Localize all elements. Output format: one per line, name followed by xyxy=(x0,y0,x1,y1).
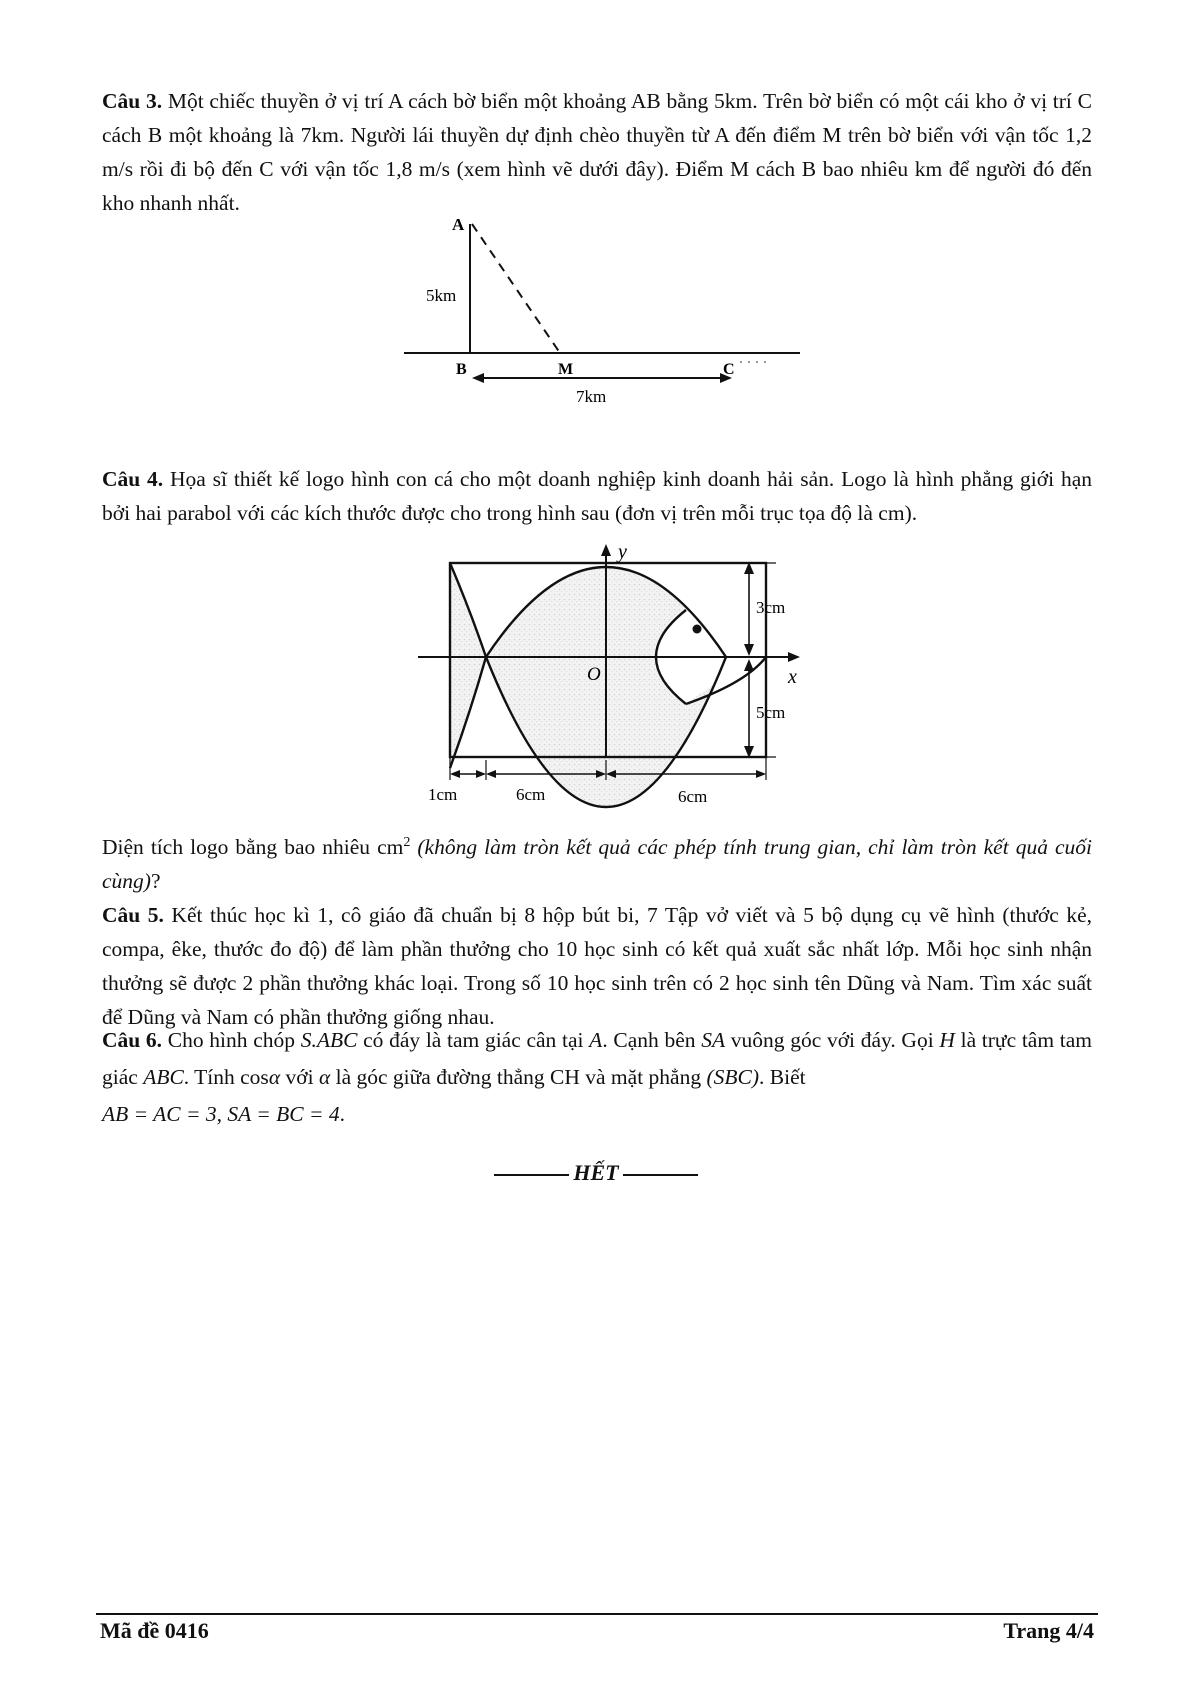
end-dash-right xyxy=(623,1174,698,1176)
question-3-text: Một chiếc thuyền ở vị trí A cách bờ biển một khoảng AB bằng 5km. Trên bờ biển có một cái kho ở vị trí C cách B một khoảng là 7km. Người lái thuyền dự định chèo thuyền từ A đến điểm M trên bờ biển với vận tốc 1,2 m/s rồi đi bộ đến C với vận tốc 1,8 m/s (xem hình vẽ dưới đây). Điểm M cách B bao nhiêu km để người đó đến kho nhanh nhất. xyxy=(102,89,1092,215)
x-axis-label: x xyxy=(788,666,797,688)
triangle-abc: ABC xyxy=(143,1065,184,1089)
question-4-note: (không làm tròn kết quả các phép tính trung gian, chỉ làm tròn kết quả cuối cùng) xyxy=(102,835,1093,893)
question-4-label: Câu 4. xyxy=(102,467,164,491)
footer-divider xyxy=(96,1613,1098,1615)
question-4-sup: 2 xyxy=(403,834,411,850)
alpha-symbol: α xyxy=(268,1065,281,1089)
question-6-label: Câu 6. xyxy=(102,1028,163,1052)
question-3 xyxy=(102,84,1092,220)
question-5-text: Kết thúc học kì 1, cô giáo đã chuẩn bị 8 hộp bút bi, 7 Tập vở viết và 5 bộ dụng cụ vẽ hình (thước kẻ, compa, êke, thước đo độ) để làm phần thưởng cho 10 học sinh có kết quả xuất sắc nhất lớp. Mỗi học sinh nhận thưởng sẽ được 2 phần thưởng khác loại. Trong số 10 học sinh trên có 2 học sinh tên Dũng và Nam. Tìm xác suất để Dũng và Nam có phần thưởng giống nhau. xyxy=(102,903,1092,1029)
question-6 xyxy=(102,1022,1092,1133)
boat-figure xyxy=(400,212,810,412)
plane-sbc: (SBC) xyxy=(706,1065,760,1089)
top-dimension-label: 3cm xyxy=(756,598,786,617)
question-6-text-6: . Tính cos xyxy=(183,1065,269,1089)
question-3-label: Câu 3. xyxy=(102,89,163,113)
pyramid-name: S.ABC xyxy=(300,1028,358,1052)
question-4-end: ? xyxy=(150,869,161,893)
ab-length-label: 5km xyxy=(426,286,457,305)
question-6-text-4: vuông góc với đáy. Gọi xyxy=(725,1028,940,1052)
question-6-text-9: . Biết xyxy=(759,1065,806,1089)
question-4-prefix: Diện tích logo bằng bao nhiêu cm xyxy=(102,835,404,859)
question-4-prompt xyxy=(102,830,1092,898)
dimension-6cm-left-label: 6cm xyxy=(516,785,546,804)
alpha-symbol-2: α xyxy=(318,1065,331,1089)
question-5 xyxy=(102,898,1092,1034)
dimension-1cm-label: 1cm xyxy=(428,785,458,804)
question-6-text-2: có đáy là tam giác cân tại xyxy=(357,1028,590,1052)
question-4 xyxy=(102,462,1092,530)
question-6-text-5: là trực tâm tam giác xyxy=(102,1028,1092,1089)
point-c-label: C xyxy=(723,361,735,378)
end-mark xyxy=(0,1160,1192,1186)
question-6-text-8: là góc giữa đường thẳng CH và mặt phẳng xyxy=(330,1065,707,1089)
question-6-text-7: với xyxy=(280,1065,319,1089)
origin-label: O xyxy=(587,664,601,685)
point-h: H xyxy=(939,1028,955,1052)
question-6-text-3: . Cạnh bên xyxy=(602,1028,702,1052)
end-dash-left xyxy=(494,1174,569,1176)
point-a-label: A xyxy=(452,215,465,234)
end-mark-text: HẾT xyxy=(573,1160,619,1185)
edge-sa: SA xyxy=(701,1028,726,1052)
point-b-label: B xyxy=(456,361,467,378)
question-6-text-1: Cho hình chóp xyxy=(162,1028,301,1052)
exam-code: Mã đề 0416 xyxy=(100,1618,209,1643)
bottom-dimension-label: 5cm xyxy=(756,703,786,722)
question-5-label: Câu 5. xyxy=(102,903,164,927)
fish-logo-figure xyxy=(428,538,848,820)
given-lengths: AB = AC = 3, SA = BC = 4 xyxy=(102,1102,340,1126)
point-m-label: M xyxy=(558,361,574,378)
question-6-text-10: . xyxy=(339,1102,345,1126)
page-number: Trang 4/4 xyxy=(1003,1618,1094,1643)
question-4-text: Họa sĩ thiết kế logo hình con cá cho một doanh nghiệp kinh doanh hải sản. Logo là hình phẳng giới hạn bởi hai parabol với các kích thước được cho trong hình sau (đơn vị trên mỗi trục tọa độ là cm). xyxy=(102,467,1092,525)
bc-length-label: 7km xyxy=(576,387,607,406)
vertex-a: A xyxy=(589,1028,603,1052)
dimension-6cm-right-label: 6cm xyxy=(678,787,708,806)
y-axis-label: y xyxy=(618,541,627,563)
